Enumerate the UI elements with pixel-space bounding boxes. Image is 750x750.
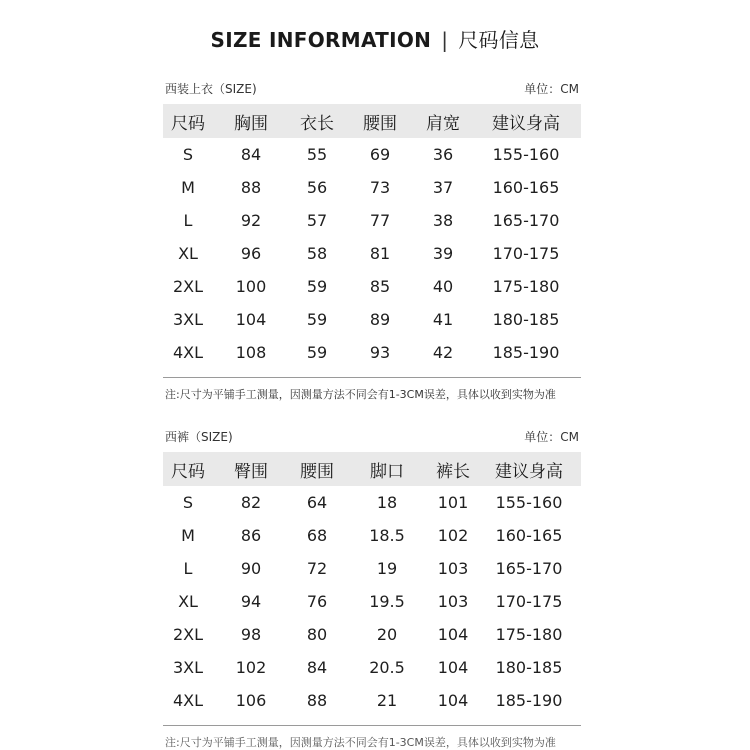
title-english: SIZE INFORMATION bbox=[210, 28, 432, 52]
value-cell: 40 bbox=[432, 277, 454, 296]
value-cell: 73 bbox=[369, 178, 391, 197]
value-cell: 104 bbox=[437, 691, 469, 710]
value-cell: 69 bbox=[369, 145, 391, 164]
pants-divider bbox=[163, 725, 581, 726]
header-cell: 衣长 bbox=[300, 113, 334, 134]
size-cell: 2XL bbox=[172, 625, 204, 644]
value-cell: 64 bbox=[306, 493, 328, 512]
value-cell: 84 bbox=[240, 145, 262, 164]
value-cell: 82 bbox=[240, 493, 262, 512]
value-cell: 96 bbox=[240, 244, 262, 263]
table-row bbox=[163, 651, 581, 684]
value-cell: 88 bbox=[306, 691, 328, 710]
height-cell: 185-190 bbox=[492, 343, 560, 362]
jacket-size-section bbox=[163, 80, 581, 402]
table-row bbox=[163, 519, 581, 552]
header-cell: 裤长 bbox=[436, 461, 470, 482]
value-cell: 102 bbox=[235, 658, 267, 677]
header-cell: 脚口 bbox=[370, 461, 404, 482]
table-row bbox=[163, 237, 581, 270]
value-cell: 58 bbox=[306, 244, 328, 263]
header-cell: 尺码 bbox=[171, 113, 205, 134]
value-cell: 37 bbox=[432, 178, 454, 197]
value-cell: 36 bbox=[432, 145, 454, 164]
value-cell: 81 bbox=[369, 244, 391, 263]
value-cell: 18 bbox=[376, 493, 398, 512]
size-cell: 2XL bbox=[172, 277, 204, 296]
value-cell: 57 bbox=[306, 211, 328, 230]
value-cell: 108 bbox=[235, 343, 267, 362]
value-cell: 21 bbox=[376, 691, 398, 710]
pants-section-label: 西裤（SIZE) bbox=[165, 430, 233, 444]
value-cell: 76 bbox=[306, 592, 328, 611]
page-title bbox=[0, 24, 750, 53]
value-cell: 20 bbox=[376, 625, 398, 644]
table-row bbox=[163, 684, 581, 717]
value-cell: 88 bbox=[240, 178, 262, 197]
value-cell: 84 bbox=[306, 658, 328, 677]
value-cell: 18.5 bbox=[369, 526, 405, 545]
jacket-measurement-note: 注:尺寸为平铺手工测量，因测量方法不同会有1-3CM误差，具体以收到实物为准 bbox=[165, 388, 556, 401]
header-cell: 腰围 bbox=[363, 113, 397, 134]
size-cell: L bbox=[183, 559, 193, 578]
header-cell: 建议身高 bbox=[492, 113, 560, 134]
pants-measurement-note: 注:尺寸为平铺手工测量，因测量方法不同会有1-3CM误差，具体以收到实物为准 bbox=[165, 736, 556, 749]
title-chinese: 尺码信息 bbox=[458, 28, 540, 52]
height-cell: 180-185 bbox=[495, 658, 563, 677]
value-cell: 106 bbox=[235, 691, 267, 710]
height-cell: 155-160 bbox=[492, 145, 560, 164]
value-cell: 89 bbox=[369, 310, 391, 329]
height-cell: 185-190 bbox=[495, 691, 563, 710]
height-cell: 160-165 bbox=[492, 178, 560, 197]
pants-table-header bbox=[163, 452, 581, 486]
value-cell: 100 bbox=[235, 277, 267, 296]
value-cell: 90 bbox=[240, 559, 262, 578]
size-cell: 4XL bbox=[172, 691, 204, 710]
value-cell: 68 bbox=[306, 526, 328, 545]
value-cell: 77 bbox=[369, 211, 391, 230]
header-cell: 肩宽 bbox=[426, 113, 460, 134]
value-cell: 19 bbox=[376, 559, 398, 578]
value-cell: 101 bbox=[437, 493, 469, 512]
value-cell: 92 bbox=[240, 211, 262, 230]
jacket-divider bbox=[163, 377, 581, 378]
value-cell: 102 bbox=[437, 526, 469, 545]
jacket-table-header bbox=[163, 104, 581, 138]
value-cell: 59 bbox=[306, 277, 328, 296]
table-row bbox=[163, 303, 581, 336]
size-cell: M bbox=[181, 178, 195, 197]
value-cell: 80 bbox=[306, 625, 328, 644]
value-cell: 104 bbox=[437, 625, 469, 644]
table-row bbox=[163, 336, 581, 369]
pants-label-row bbox=[163, 428, 581, 448]
pants-size-section bbox=[163, 428, 581, 750]
table-row bbox=[163, 585, 581, 618]
value-cell: 59 bbox=[306, 310, 328, 329]
value-cell: 98 bbox=[240, 625, 262, 644]
height-cell: 160-165 bbox=[495, 526, 563, 545]
size-cell: XL bbox=[178, 592, 198, 611]
jacket-label-row bbox=[163, 80, 581, 100]
value-cell: 85 bbox=[369, 277, 391, 296]
height-cell: 170-175 bbox=[492, 244, 560, 263]
value-cell: 39 bbox=[432, 244, 454, 263]
table-row bbox=[163, 486, 581, 519]
height-cell: 170-175 bbox=[495, 592, 563, 611]
value-cell: 72 bbox=[306, 559, 328, 578]
jacket-unit-label: 单位：CM bbox=[524, 82, 579, 96]
value-cell: 19.5 bbox=[369, 592, 405, 611]
jacket-section-label: 西装上衣（SIZE) bbox=[165, 82, 257, 96]
header-cell: 建议身高 bbox=[495, 461, 563, 482]
size-cell: 4XL bbox=[172, 343, 204, 362]
value-cell: 104 bbox=[437, 658, 469, 677]
title-separator: | bbox=[441, 28, 449, 52]
height-cell: 175-180 bbox=[492, 277, 560, 296]
value-cell: 41 bbox=[432, 310, 454, 329]
table-row bbox=[163, 552, 581, 585]
size-cell: S bbox=[182, 145, 194, 164]
pants-unit-label: 单位：CM bbox=[524, 430, 579, 444]
table-row bbox=[163, 270, 581, 303]
height-cell: 175-180 bbox=[495, 625, 563, 644]
height-cell: 165-170 bbox=[492, 211, 560, 230]
value-cell: 103 bbox=[437, 559, 469, 578]
header-cell: 胸围 bbox=[234, 113, 268, 134]
value-cell: 56 bbox=[306, 178, 328, 197]
size-cell: 3XL bbox=[172, 658, 204, 677]
size-cell: M bbox=[181, 526, 195, 545]
table-row bbox=[163, 204, 581, 237]
size-cell: XL bbox=[178, 244, 198, 263]
value-cell: 55 bbox=[306, 145, 328, 164]
value-cell: 86 bbox=[240, 526, 262, 545]
header-cell: 腰围 bbox=[300, 461, 334, 482]
value-cell: 104 bbox=[235, 310, 267, 329]
size-cell: 3XL bbox=[172, 310, 204, 329]
pants-size-table bbox=[163, 452, 581, 717]
height-cell: 155-160 bbox=[495, 493, 563, 512]
height-cell: 165-170 bbox=[495, 559, 563, 578]
height-cell: 180-185 bbox=[492, 310, 560, 329]
value-cell: 38 bbox=[432, 211, 454, 230]
header-cell: 臀围 bbox=[234, 461, 268, 482]
table-row bbox=[163, 138, 581, 171]
table-row bbox=[163, 171, 581, 204]
value-cell: 59 bbox=[306, 343, 328, 362]
size-cell: S bbox=[182, 493, 194, 512]
header-cell: 尺码 bbox=[171, 461, 205, 482]
table-row bbox=[163, 618, 581, 651]
value-cell: 20.5 bbox=[369, 658, 405, 677]
size-cell: L bbox=[183, 211, 193, 230]
jacket-size-table bbox=[163, 104, 581, 369]
value-cell: 94 bbox=[240, 592, 262, 611]
value-cell: 42 bbox=[432, 343, 454, 362]
value-cell: 93 bbox=[369, 343, 391, 362]
value-cell: 103 bbox=[437, 592, 469, 611]
